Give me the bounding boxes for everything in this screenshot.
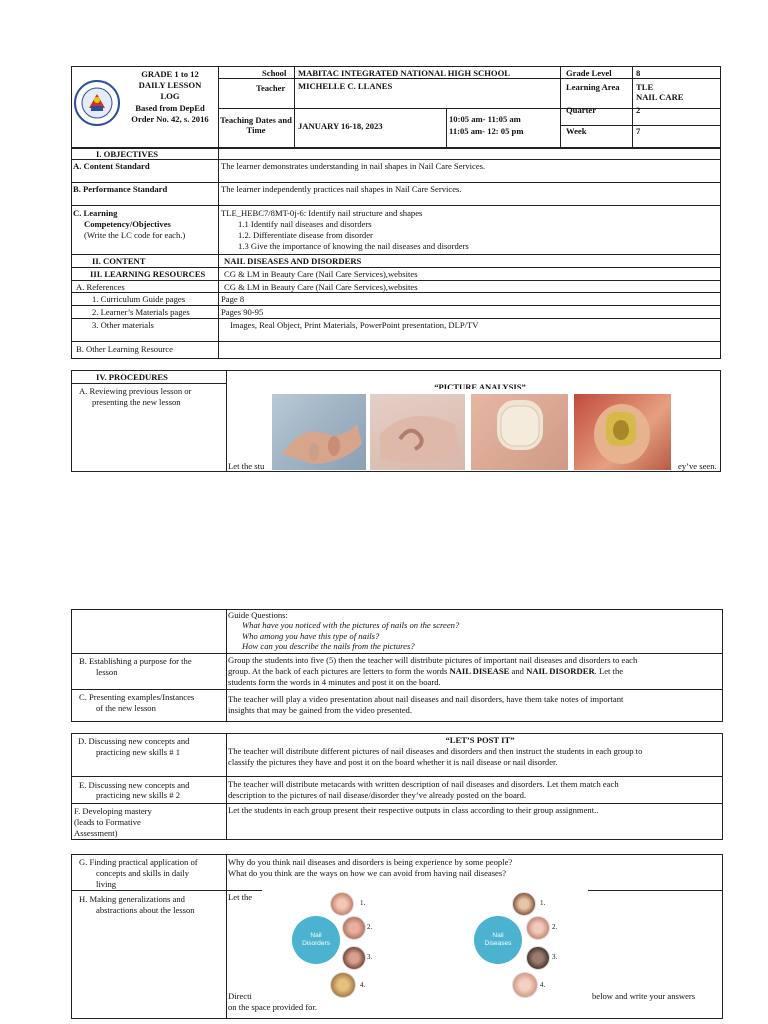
proc-d-text-1: The teacher will distribute different pictures of nail diseases and disorders and then instruct the students in each group to [228,746,643,756]
disorder-num-4: 4. [360,981,366,989]
title-line-2: DAILY LESSON [138,80,202,90]
performance-standard-text: The learner independently practices nail shapes in Nail Care Services. [221,184,462,194]
grade-label: Grade Level [566,68,612,78]
picture-analysis-title: “PICTURE ANALYSIS” [434,382,526,389]
proc-e-text-1: The teacher will distribute metacards with written description of nail diseases and disorders. Let them match each [228,779,619,789]
competency-label-3: (Write the LC code for each.) [84,230,186,240]
proc-h-text: Let the [228,892,253,902]
deped-seal-logo [74,80,120,126]
proc-f-label-1: F. Developing mastery [74,806,152,816]
content-standard-text: The learner demonstrates understanding in nail shapes in Nail Care Services. [221,161,486,171]
other-learning-resource-label: B. Other Learning Resource [76,344,173,354]
area-value-2: NAIL CARE [636,92,684,102]
proc-d-label-1: D. Discussing new concepts and [78,736,190,746]
area-label: Learning Area [566,82,620,92]
resources-heading-value: CG & LM in Beauty Care (Nail Care Services),websites [224,269,418,279]
disease-thumb-4 [512,972,538,998]
disease-thumb-2 [526,916,550,940]
competency-label-1: C. Learning [73,208,118,218]
guide-heading: Guide Questions: [228,610,288,620]
proc-c-text-2: insights that may be gained from the video presented. [228,705,413,715]
objectives-heading: I. OBJECTIVES [96,149,159,159]
proc-d-label-2: practicing new skills # 1 [96,747,181,757]
lm-pages-value: Pages 90-95 [221,307,264,317]
proc-h-label-2: abstractions about the lesson [96,905,195,915]
nail-diseases-label-2: Diseases [484,940,512,947]
proc-h-directions-right: below and write your answers [592,991,696,1001]
lm-pages-label: 2. Learner’s Materials pages [92,307,190,317]
title-line-4: Based from DepEd [135,103,205,113]
quarter-value: 2 [636,105,641,115]
lets-post-it-title: “LET’S POST IT” [445,735,515,745]
proc-d-text-2: classify the pictures they have and post it on the board whether it is nail disease or nail disorder. [228,757,558,767]
proc-e-label-2: practicing new skills # 2 [96,790,181,800]
proc-e-text-2: description to the pictures of nail disease/disorder they’ve already posted on the board. [228,790,527,800]
week-label: Week [566,126,587,136]
nail-photo-1 [272,394,366,470]
proc-b-text-1: Group the students into five (5) then the teacher will distribute pictures of important nail diseases and disorders to each [228,655,638,665]
proc-f-text: Let the students in each group present their respective outputs in class according to their group assignment.. [228,805,599,815]
time-2: 11:05 am- 12: 05 pm [449,126,524,136]
proc-c-text-1: The teacher will play a video presentation about nail diseases and nail disorders, have them take notes of important [228,694,624,704]
school-label: School [262,68,287,78]
competency-3: 1.3 Give the importance of knowing the nail diseases and disorders [238,241,469,251]
proc-b-text-3: students form the words in 4 minutes and post it on the board. [228,677,441,687]
resources-heading: III. LEARNING RESOURCES [90,269,206,279]
disease-num-4: 4. [540,981,546,989]
proc-b-label-2: lesson [96,667,118,677]
dates-value: JANUARY 16-18, 2023 [298,121,383,131]
proc-g-text-1: Why do you think nail diseases and disorders is being experience by some people? [228,857,513,867]
disease-thumb-1 [512,892,536,916]
disorder-thumb-3 [342,946,366,970]
proc-a-label-2: presenting the new lesson [92,397,181,407]
competency-code: TLE_HEBC7/8MT-0j-6: Identify nail structure and shapes [221,208,423,218]
disease-thumb-3 [526,946,550,970]
competency-2: 1.2. Differentiate disease from disorder [238,230,373,240]
content-standard-label: A. Content Standard [73,161,150,171]
disease-num-2: 2. [552,923,558,931]
proc-e-label-1: E. Discussing new concepts and [79,780,190,790]
proc-h-directions-left: Directi [228,991,252,1001]
references-label: A. References [76,282,125,292]
guide-question-3: How can you describe the nails from the pictures? [242,641,415,651]
proc-b-text-2: group. At the back of each pictures are letters to form the words NAIL DISEASE and NAIL DISORDER. Let the [228,666,624,676]
nail-diseases-label-1: Nail [492,932,504,939]
quarter-label: Quarter [566,105,597,115]
proc-c-label-2: of the new lesson [96,703,156,713]
proc-h-directions-2: on the space provided for. [228,1002,318,1012]
proc-g-label-2: concepts and skills in daily [96,868,190,878]
proc-g-label-3: living [96,879,117,889]
competency-1: 1.1 Identify nail diseases and disorders [238,219,372,229]
title-line-3: LOG [160,91,180,101]
nail-photo-2 [370,394,465,470]
nail-disorders-label-2: Disorders [302,940,330,947]
nail-photo-4 [574,394,671,470]
proc-g-text-2: What do you think are the ways on how we can avoid from having nail diseases? [228,868,507,878]
content-value: NAIL DISEASES AND DISORDERS [224,256,362,266]
teacher-label: Teacher [256,83,286,93]
cg-pages-label: 1. Curriculum Guide pages [92,294,186,304]
cg-pages-value: Page 8 [221,294,245,304]
guide-question-2: Who among you have this type of nails? [242,631,380,641]
grade-value: 8 [636,68,641,78]
proc-h-label-1: H. Making generalizations and [79,894,185,904]
performance-standard-label: B. Performance Standard [73,184,168,194]
disorder-thumb-4 [330,972,356,998]
proc-a-label-1: A. Reviewing previous lesson or [79,386,192,396]
title-line-5: Order No. 42, s. 2016 [131,114,209,124]
other-materials-label: 3. Other materials [92,320,154,330]
disease-num-3: 3. [552,953,558,961]
dates-label: Teaching Dates and Time [220,115,292,135]
disorder-num-3: 3. [367,953,373,961]
proc-a-text-right: ey’ve seen. [678,461,717,471]
content-heading: II. CONTENT [92,256,146,266]
nail-photo-3 [471,394,568,470]
other-materials-value: Images, Real Object, Print Materials, PowerPoint presentation, DLP/TV [230,320,479,330]
proc-a-text-left: Let the stu [228,461,265,471]
disorder-num-2: 2. [367,923,373,931]
teacher-value: MICHELLE C. LLANES [298,81,393,91]
disorder-thumb-2 [342,916,366,940]
proc-f-label-3: Assessment) [74,828,118,838]
proc-f-label-2: (leads to Formative [74,817,141,827]
competency-label-2: Competency/Objectives [84,219,171,229]
area-value-1: TLE [636,82,654,92]
references-value: CG & LM in Beauty Care (Nail Care Services),websites [224,282,418,292]
time-1: 10:05 am- 11:05 am [449,114,521,124]
disorder-thumb-1 [330,892,354,916]
school-value: MABITAC INTEGRATED NATIONAL HIGH SCHOOL [298,68,511,78]
guide-question-1: What have you noticed with the pictures of nails on the screen? [242,620,460,630]
title-line-1: GRADE 1 to 12 [141,69,199,79]
proc-g-label-1: G. Finding practical application of [79,857,198,867]
proc-c-label-1: C. Presenting examples/Instances [79,692,195,702]
disease-num-1: 1. [540,899,546,907]
week-value: 7 [636,126,641,136]
procedures-heading: IV. PROCEDURES [96,372,168,382]
disorder-num-1: 1. [360,899,366,907]
nail-disorders-label-1: Nail [310,932,322,939]
proc-b-label-1: B. Establishing a purpose for the [79,656,192,666]
